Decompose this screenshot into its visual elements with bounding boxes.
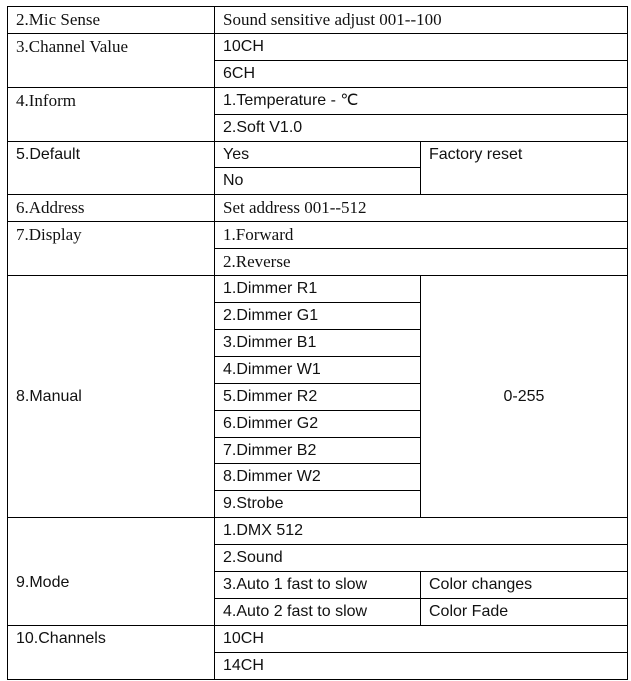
manual-option: 7.Dimmer B2 (215, 438, 421, 465)
manual-option: 5.Dimmer R2 (215, 384, 421, 411)
channel-value-option: 6CH (215, 61, 628, 88)
manual-option: 4.Dimmer W1 (215, 357, 421, 384)
default-note: Factory reset (421, 142, 628, 196)
mode-note: Color changes (421, 572, 628, 599)
manual-option: 2.Dimmer G1 (215, 303, 421, 330)
channels-label: 10.Channels (8, 626, 215, 680)
mode-note: Color Fade (421, 599, 628, 626)
manual-option: 3.Dimmer B1 (215, 330, 421, 357)
mode-option: 2.Sound (215, 545, 628, 572)
channels-option: 14CH (215, 653, 628, 680)
manual-range-text: 0-255 (503, 388, 545, 406)
inform-label: 4.Inform (8, 88, 215, 142)
display-option: 2.Reverse (215, 249, 628, 276)
inform-option: 2.Soft V1.0 (215, 115, 628, 142)
default-option: No (215, 168, 421, 195)
mode-label: 9.Mode (8, 518, 215, 626)
mode-option: 3.Auto 1 fast to slow (215, 572, 421, 599)
manual-option: 9.Strobe (215, 491, 421, 518)
address-value: Set address 001--512 (215, 195, 628, 222)
channel-value-label: 3.Channel Value (8, 34, 215, 88)
mode-option: 1.DMX 512 (215, 518, 628, 545)
address-label: 6.Address (8, 195, 215, 222)
channel-value-option: 10CH (215, 34, 628, 61)
settings-table (7, 6, 628, 680)
manual-label (8, 276, 215, 518)
manual-label-text: 8.Manual (16, 388, 82, 406)
manual-option: 6.Dimmer G2 (215, 411, 421, 438)
inform-option: 1.Temperature - ℃ (215, 88, 628, 115)
mic-sense-label: 2.Mic Sense (8, 7, 215, 34)
manual-option: 8.Dimmer W2 (215, 464, 421, 491)
default-option: Yes (215, 142, 421, 169)
manual-range (421, 276, 628, 518)
display-option: 1.Forward (215, 222, 628, 249)
manual-option: 1.Dimmer R1 (215, 276, 421, 303)
display-label: 7.Display (8, 222, 215, 276)
channels-option: 10CH (215, 626, 628, 653)
mode-option: 4.Auto 2 fast to slow (215, 599, 421, 626)
default-label: 5.Default (8, 142, 215, 196)
mic-sense-value: Sound sensitive adjust 001--100 (215, 7, 628, 34)
